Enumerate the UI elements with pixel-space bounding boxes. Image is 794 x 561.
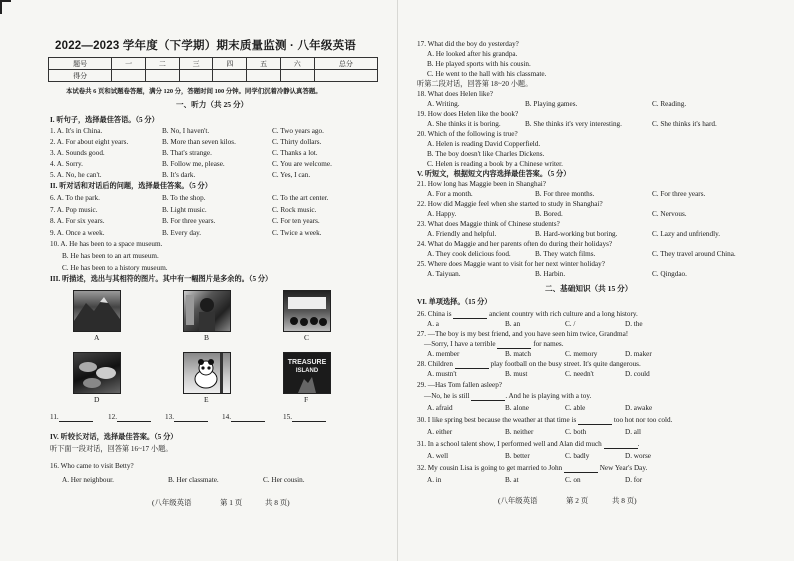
blank-line[interactable] [231,414,265,422]
blank-number: 11. [50,413,59,421]
option-text: 6. A. To the park. [50,194,100,202]
question-part: 26. China is [417,310,452,318]
option-text: A. She thinks it is boring. [427,120,501,128]
option-text: C. They travel around China. [652,250,736,258]
option-text: D. for [625,476,643,484]
question-text [424,392,591,401]
option-text: A. Writing. [427,100,460,108]
option-text: C. both [565,428,587,436]
question-part: 30. I like spring best because the weather at that time is [417,416,577,424]
option-text: B. He has been to an art museum. [62,252,159,260]
option-text: A. afraid [427,404,453,412]
question-part: 28. Children [417,360,453,368]
score-cell [280,70,314,82]
picture-b [183,290,231,332]
footer-subject: (八年级英语 [152,498,192,507]
panda-icon [184,353,230,393]
question-text: 29. —Has Tom fallen asleep? [417,381,502,389]
question-part: . [637,440,640,448]
option-text: B. an [505,320,521,328]
question-text: 24. What do Maggie and her parents often do during their holidays? [417,240,613,248]
score-cell [247,70,281,82]
option-text: D. all [625,428,641,436]
question-text: 17. What did the boy do yesterday? [417,40,519,48]
blank-line[interactable] [564,465,598,473]
option-text: D. worse [625,452,651,460]
score-cell [179,70,213,82]
blank-line[interactable] [604,441,638,449]
score-cell: 一 [112,58,146,70]
option-text: C. Her cousin. [263,476,305,484]
corner-mark [0,0,11,14]
option-text: C. Rock music. [272,206,317,214]
blank-line[interactable] [59,414,93,422]
score-cell: 得分 [49,70,112,82]
option-text: B. Playing games. [525,100,578,108]
option-text: B. neither [505,428,534,436]
option-text: 7. A. Pop music. [50,206,98,214]
subsection-note: 听下面一段对话，回答第 16~17 小题。 [50,445,173,453]
question-text: 16. Who came to visit Betty? [50,462,134,470]
blank-line[interactable] [117,414,151,422]
option-text: C. Yes, I can. [272,171,311,179]
footer-total: 共 8 页) [265,498,290,507]
blank-number: 13. [165,413,174,421]
option-text: C. He has been to a history museum. [62,264,168,272]
option-text: C. / [565,320,576,328]
option-text: B. Every day. [162,229,202,237]
option-text: A. Her neighbour. [62,476,114,484]
option-text: B. To the shop. [162,194,206,202]
option-text: B. match [505,350,531,358]
option-text: C. Lazy and unfriendly. [652,230,720,238]
score-cell: 三 [179,58,213,70]
option-text: C. You are welcome. [272,160,332,168]
question-text: 27. —The boy is my best friend, and you have seen him twice, Grandma! [417,330,629,338]
option-text: B. must [505,370,528,378]
question-text: 25. Where does Maggie want to visit for her next winter holiday? [417,260,605,268]
exam-title: 2022—2023 学年度（下学期）期末质量监测 · 八年级英语 [55,40,356,52]
option-text: B. The boy doesn't like Charles Dickens. [427,150,545,158]
question-text [424,340,564,349]
score-cell: 题号 [49,58,112,70]
option-text: C. Twice a week. [272,229,322,237]
option-text: B. Light music. [162,206,207,214]
blank-line[interactable] [292,414,326,422]
section-heading: IV. 听较长对话，选择最佳答案。（5 分） [50,433,178,441]
option-text: B. No, I haven't. [162,127,210,135]
option-text: C. badly [565,452,590,460]
option-text: 3. A. Sounds good. [50,149,105,157]
option-text: C. able [565,404,586,412]
option-text: C. Thirty dollars. [272,138,322,146]
question-part: 31. In a school talent show, I performed well and Alan did much [417,440,602,448]
picture-label: F [304,395,309,404]
option-text: B. alone [505,404,529,412]
option-text: A. member [427,350,460,358]
footer-total: 共 8 页) [612,496,637,505]
option-text: 2. A. For about eight years. [50,138,129,146]
section-heading: V. 听短文，根据短文内容选择最佳答案。（5 分） [417,170,571,178]
mountain-icon [74,291,120,331]
footer-subject: (八年级英语 [498,496,538,505]
option-text: 8. A. For six years. [50,217,105,225]
question-text [417,416,672,425]
option-text: A. a [427,320,439,328]
question-text: 23. What does Maggie think of Chinese students? [417,220,560,228]
option-text: C. Thanks a lot. [272,149,318,157]
option-text: A. Friendly and helpful. [427,230,497,238]
option-text: C. Nervous. [652,210,687,218]
option-text: A. in [427,476,442,484]
option-text: A. He looked after his grandpa. [427,50,518,58]
option-text: B. Follow me, please. [162,160,225,168]
section-heading: VI. 单项选择。（15 分） [417,298,492,306]
score-cell: 五 [247,58,281,70]
poster-subtitle: ISLAND [295,368,319,374]
option-text: B. For three months. [535,190,595,198]
question-text: 18. What does Helen like? [417,90,493,98]
option-text: B. They watch films. [535,250,596,258]
option-text: B. Hard-working but boring. [535,230,618,238]
option-text: B. More than seven kilos. [162,138,236,146]
option-text: C. For ten years. [272,217,320,225]
score-table-header-row [49,58,378,70]
question-text [417,464,647,473]
picture-label: B [204,333,210,342]
blank-line[interactable] [455,361,489,369]
part1-heading: 一、听力（共 25 分） [176,100,249,109]
blank-line[interactable] [174,414,208,422]
score-cell: 六 [280,58,314,70]
option-text: A. Happy. [427,210,457,218]
question-part: for names. [533,340,564,348]
option-text: 10. A. He has been to a space museum. [50,240,163,248]
score-cell [314,70,377,82]
question-text [417,310,638,319]
score-cell: 二 [146,58,180,70]
exam-note: 本试卷共 6 页和试题卷答题，满分 120 分，答题时间 100 分钟。同学们沉着冷静认真答题。 [66,88,322,95]
treasure-island-poster [284,353,330,393]
option-text: A. Taiyuan. [427,270,461,278]
option-text: C. She thinks it's hard. [652,120,717,128]
picture-label: E [204,395,209,404]
answer-blank [222,413,265,422]
section-heading: I. 听句子，选择最佳答语。（5 分） [50,116,159,124]
option-text: B. Bored. [535,210,563,218]
question-text: 21. How long has Maggie been in Shanghai? [417,180,546,188]
score-cell: 四 [213,58,247,70]
option-text: 9. A. Once a week. [50,229,105,237]
option-text: 5. A. No, he can't. [50,171,102,179]
crowd-icon [284,291,330,331]
picture-c [283,290,331,332]
option-text: 1. A. It's in China. [50,127,103,135]
picture-label: A [94,333,100,342]
option-text: A. For a month. [427,190,473,198]
option-text: C. He went to the hall with his classmate. [427,70,547,78]
question-text [417,360,641,369]
blank-line[interactable] [497,341,531,349]
picture-e [183,352,231,394]
question-part: New Year's Day. [599,464,648,472]
question-text: 22. How did Maggie feel when she started to study in Shanghai? [417,200,603,208]
picture-label: D [94,395,100,404]
question-text: 19. How does Helen like the book? [417,110,519,118]
blank-number: 15. [283,413,292,421]
section-heading: II. 听对话和对话后的问题，选择最佳答案。（5 分） [50,182,212,190]
question-part: play football on the busy street. It's quite dangerous. [490,360,641,368]
question-part: 32. My cousin Lisa is going to get married to John [417,464,563,472]
page-fold [397,0,398,561]
answer-blank [165,413,208,422]
score-cell: 总分 [314,58,377,70]
blank-number: 12. [108,413,117,421]
score-table [48,57,378,82]
picture-label: C [304,333,310,342]
blank-line[interactable] [578,417,612,425]
option-text: C. needn't [565,370,594,378]
footer-page: 第 2 页 [566,496,589,505]
question-part: —Sorry, I have a terrible [424,340,496,348]
option-text: C. Qingdao. [652,270,687,278]
question-part: . And he is playing with a toy. [505,392,592,400]
option-text: A. either [427,428,453,436]
option-text: B. It's dark. [162,171,196,179]
picture-f [283,352,331,394]
option-text: B. She thinks it's very interesting. [525,120,622,128]
picture-d [73,352,121,394]
answer-blank [283,413,326,422]
option-text: 4. A. Sorry. [50,160,83,168]
food-icon [74,353,120,393]
question-part: too hot nor too cold. [613,416,673,424]
question-text: 20. Which of the following is true? [417,130,518,138]
option-text: C. memory [565,350,598,358]
option-text: A. well [427,452,449,460]
option-text: B. better [505,452,530,460]
option-text: B. Her classmate. [168,476,219,484]
performer-icon [184,291,230,331]
option-text: A. They cook delicious food. [427,250,511,258]
picture-a [73,290,121,332]
blank-line[interactable] [453,311,487,319]
option-text: D. the [625,320,643,328]
option-text: B. For three years. [162,217,216,225]
score-cell [213,70,247,82]
option-text: C. To the art center. [272,194,329,202]
option-text: C. on [565,476,581,484]
question-part: —No, he is still [424,392,470,400]
option-text: B. That's strange. [162,149,212,157]
answer-blank [108,413,151,422]
option-text: B. Harbin. [535,270,566,278]
option-text: A. Helen is reading David Copperfield. [427,140,541,148]
subsection-note: 听第二段对话，回答第 18~20 小题。 [417,80,533,88]
blank-line[interactable] [471,393,505,401]
option-text: B. He played sports with his cousin. [427,60,531,68]
answer-blank [50,413,93,422]
option-text: D. awake [625,404,653,412]
option-text: C. Two years ago. [272,127,324,135]
option-text: B. at [505,476,519,484]
section-heading: III. 听描述，选出与其相符的图片。其中有一幅图片是多余的。（5 分） [50,275,273,283]
option-text: D. maker [625,350,652,358]
option-text: C. For three years. [652,190,706,198]
blank-number: 14. [222,413,231,421]
question-text [417,440,639,449]
score-table-score-row [49,70,378,82]
question-part: ancient country with rich culture and a long history. [489,310,638,318]
option-text: A. mustn't [427,370,457,378]
option-text: D. could [625,370,650,378]
score-cell [112,70,146,82]
option-text: C. Helen is reading a book by a Chinese writer. [427,160,563,168]
footer-page: 第 1 页 [220,498,243,507]
part2-heading: 二、基础知识（共 15 分） [545,284,633,293]
score-cell [146,70,180,82]
poster-title: TREASURE [287,359,327,366]
option-text: C. Reading. [652,100,687,108]
